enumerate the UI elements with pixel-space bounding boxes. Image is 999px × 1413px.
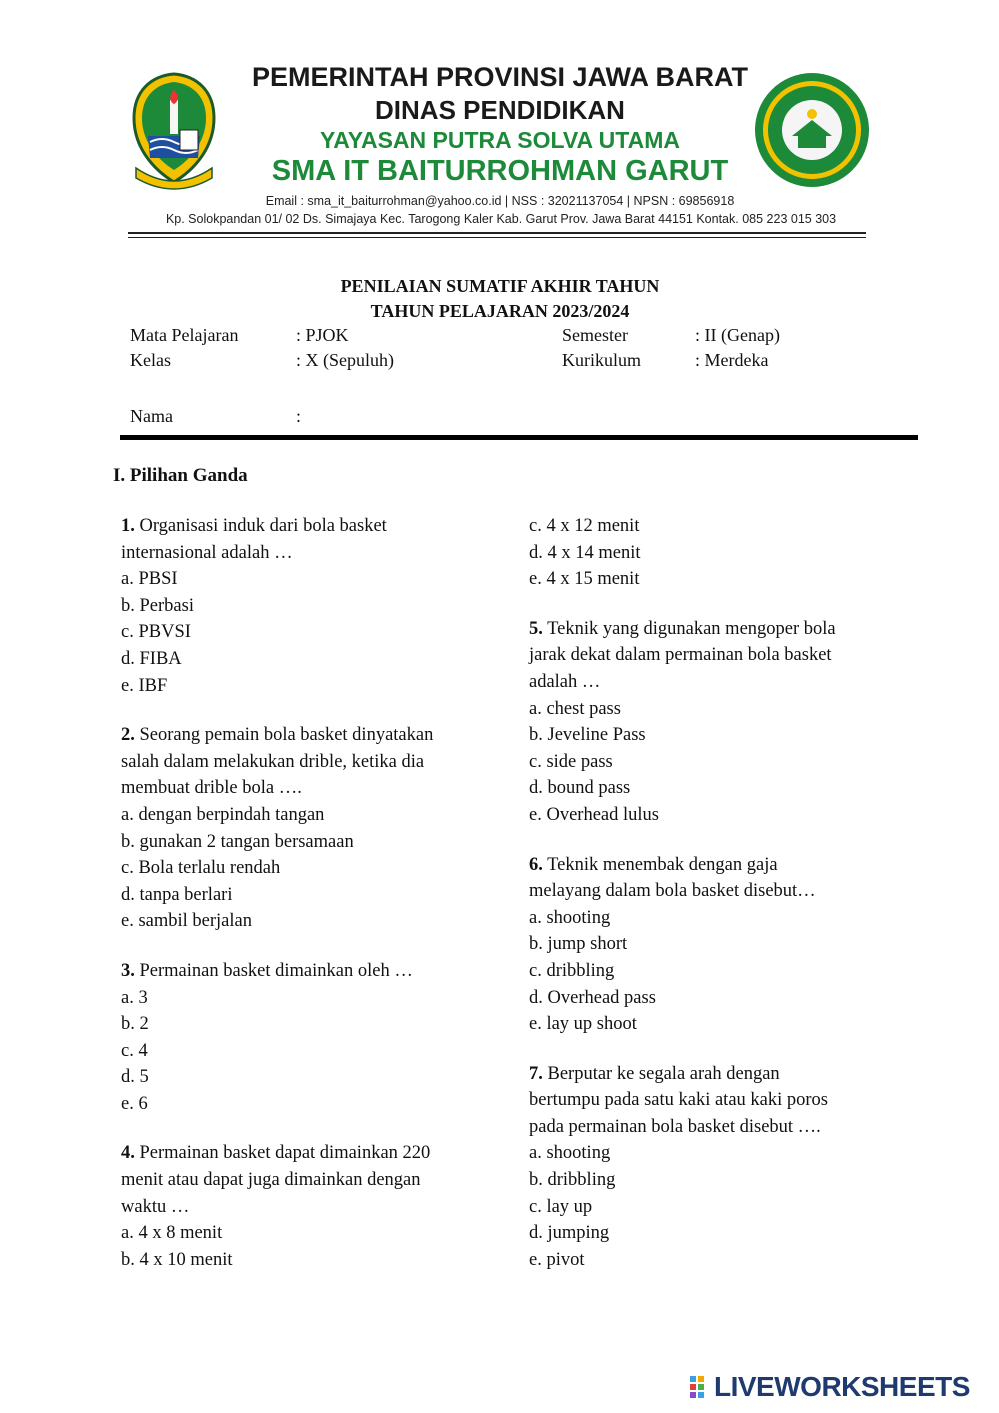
option-b[interactable]: b. gunakan 2 tangan bersamaan <box>121 831 354 852</box>
option-e[interactable]: e. lay up shoot <box>529 1014 637 1035</box>
question-1 <box>121 513 433 699</box>
curriculum-label: Kurikulum <box>562 350 641 370</box>
option-d[interactable]: d. jumping <box>529 1223 610 1244</box>
letterhead-line-1: PEMERINTAH PROVINSI JAWA BARAT <box>251 62 749 92</box>
header-divider <box>120 435 918 440</box>
school-emblem-icon <box>752 70 872 190</box>
question-number: 6. <box>529 854 543 875</box>
question-text: pada permainan bola basket disebut …. <box>529 1116 821 1137</box>
option-c[interactable]: c. PBVSI <box>121 622 191 643</box>
option-d[interactable]: d. 4 x 14 menit <box>529 542 641 563</box>
option-a[interactable]: a. chest pass <box>529 698 621 719</box>
option-e[interactable]: e. Overhead lulus <box>529 804 659 825</box>
question-2 <box>121 722 433 935</box>
letterhead-address: Kp. Solokpandan 01/ 02 Ds. Simajaya Kec. Tarogong Kaler Kab. Garut Prov. Jawa Barat 44151 Kontak. 085 223 015 303 <box>165 212 837 226</box>
question-text: internasional adalah … <box>121 542 293 563</box>
right-column <box>529 513 836 1273</box>
west-java-emblem-icon <box>128 70 220 190</box>
question-number: 1. <box>121 516 135 536</box>
semester-label: Semester <box>562 325 628 345</box>
option-a[interactable]: a. PBSI <box>121 569 178 590</box>
option-b[interactable]: b. jump short <box>529 934 628 955</box>
question-6 <box>529 852 836 1038</box>
question-text: jarak dekat dalam permainan bola basket <box>529 645 832 666</box>
option-a[interactable]: a. shooting <box>529 1143 611 1164</box>
option-d[interactable]: d. 5 <box>121 1067 149 1088</box>
question-text: Permainan basket dapat dimainkan 220 <box>139 1143 431 1164</box>
name-label: Nama <box>130 406 173 426</box>
option-c[interactable]: c. 4 x 12 menit <box>529 516 640 536</box>
option-c[interactable]: c. lay up <box>529 1196 593 1217</box>
liveworksheets-brand: LIVEWORKSHEETS <box>714 1371 970 1402</box>
letterhead-contact: Email : sma_it_baiturrohman@yahoo.co.id | NSS : 32021137054 | NPSN : 69856918 <box>265 194 735 208</box>
letterhead-line-3: YAYASAN PUTRA SOLVA UTAMA <box>320 127 680 153</box>
left-column <box>121 513 433 1273</box>
option-c[interactable]: c. side pass <box>529 751 613 772</box>
option-c[interactable]: c. Bola terlalu rendah <box>121 858 281 879</box>
question-number: 3. <box>121 960 135 981</box>
option-e[interactable]: e. 6 <box>121 1093 148 1114</box>
letterhead-divider <box>128 232 866 234</box>
option-b[interactable]: b. Jeveline Pass <box>529 725 646 746</box>
letterhead-divider-thin <box>128 237 866 238</box>
option-d[interactable]: d. bound pass <box>529 778 631 799</box>
semester-value: : II (Genap) <box>695 325 780 345</box>
question-text: Organisasi induk dari bola basket <box>139 516 387 536</box>
liveworksheets-footer[interactable] <box>690 1371 970 1403</box>
question-text: membuat drible bola …. <box>121 778 302 799</box>
class-label: Kelas <box>130 350 171 370</box>
letterhead-line-2: DINAS PENDIDIKAN <box>375 95 625 125</box>
question-text: adalah … <box>529 671 601 692</box>
option-a[interactable]: a. dengan berpindah tangan <box>121 804 325 825</box>
section-title: I. Pilihan Ganda <box>113 465 248 486</box>
question-number: 2. <box>121 725 135 746</box>
question-text: Seorang pemain bola basket dinyatakan <box>139 725 434 746</box>
question-text: melayang dalam bola basket disebut… <box>529 881 816 902</box>
subject-value: : PJOK <box>296 325 349 345</box>
question-5 <box>529 616 836 829</box>
question-number: 4. <box>121 1143 135 1164</box>
question-text: Teknik yang digunakan mengoper bola <box>547 618 836 639</box>
option-b[interactable]: b. 4 x 10 menit <box>121 1249 233 1270</box>
option-d[interactable]: d. tanpa berlari <box>121 884 233 905</box>
option-e[interactable]: e. IBF <box>121 675 168 696</box>
question-text: waktu … <box>121 1196 190 1217</box>
letterhead-school-name: SMA IT BAITURROHMAN GARUT <box>271 155 729 187</box>
option-c[interactable]: c. 4 <box>121 1040 148 1061</box>
question-text: Berputar ke segala arah dengan <box>547 1063 780 1084</box>
question-7 <box>529 1061 836 1274</box>
option-a[interactable]: a. 4 x 8 menit <box>121 1223 223 1244</box>
question-number: 7. <box>529 1063 543 1084</box>
option-b[interactable]: b. Perbasi <box>121 595 194 616</box>
question-text: Permainan basket dimainkan oleh … <box>139 960 413 981</box>
question-text: menit atau dapat juga dimainkan dengan <box>121 1170 421 1191</box>
question-text: bertumpu pada satu kaki atau kaki poros <box>529 1090 828 1111</box>
question-4 <box>121 1140 433 1273</box>
option-c[interactable]: c. dribbling <box>529 960 615 981</box>
option-a[interactable]: a. 3 <box>121 987 148 1008</box>
exam-year: TAHUN PELAJARAN 2023/2024 <box>370 301 630 321</box>
question-3 <box>121 958 433 1118</box>
question-4-continued <box>529 513 836 593</box>
subject-label: Mata Pelajaran <box>130 325 239 345</box>
curriculum-value: : Merdeka <box>695 350 769 370</box>
option-a[interactable]: a. shooting <box>529 907 611 928</box>
liveworksheets-logo-icon <box>690 1376 712 1398</box>
name-field[interactable]: : <box>296 406 302 426</box>
option-b[interactable]: b. dribbling <box>529 1170 616 1191</box>
option-d[interactable]: d. Overhead pass <box>529 987 656 1008</box>
option-b[interactable]: b. 2 <box>121 1014 149 1035</box>
exam-title: PENILAIAN SUMATIF AKHIR TAHUN <box>340 276 660 296</box>
option-e[interactable]: e. pivot <box>529 1249 585 1270</box>
option-e[interactable]: e. sambil berjalan <box>121 911 252 932</box>
question-text: Teknik menembak dengan gaja <box>547 854 778 875</box>
question-text: salah dalam melakukan drible, ketika dia <box>121 751 425 772</box>
option-d[interactable]: d. FIBA <box>121 648 182 669</box>
question-number: 5. <box>529 618 543 639</box>
class-value: : X (Sepuluh) <box>296 350 394 370</box>
option-e[interactable]: e. 4 x 15 menit <box>529 569 640 590</box>
